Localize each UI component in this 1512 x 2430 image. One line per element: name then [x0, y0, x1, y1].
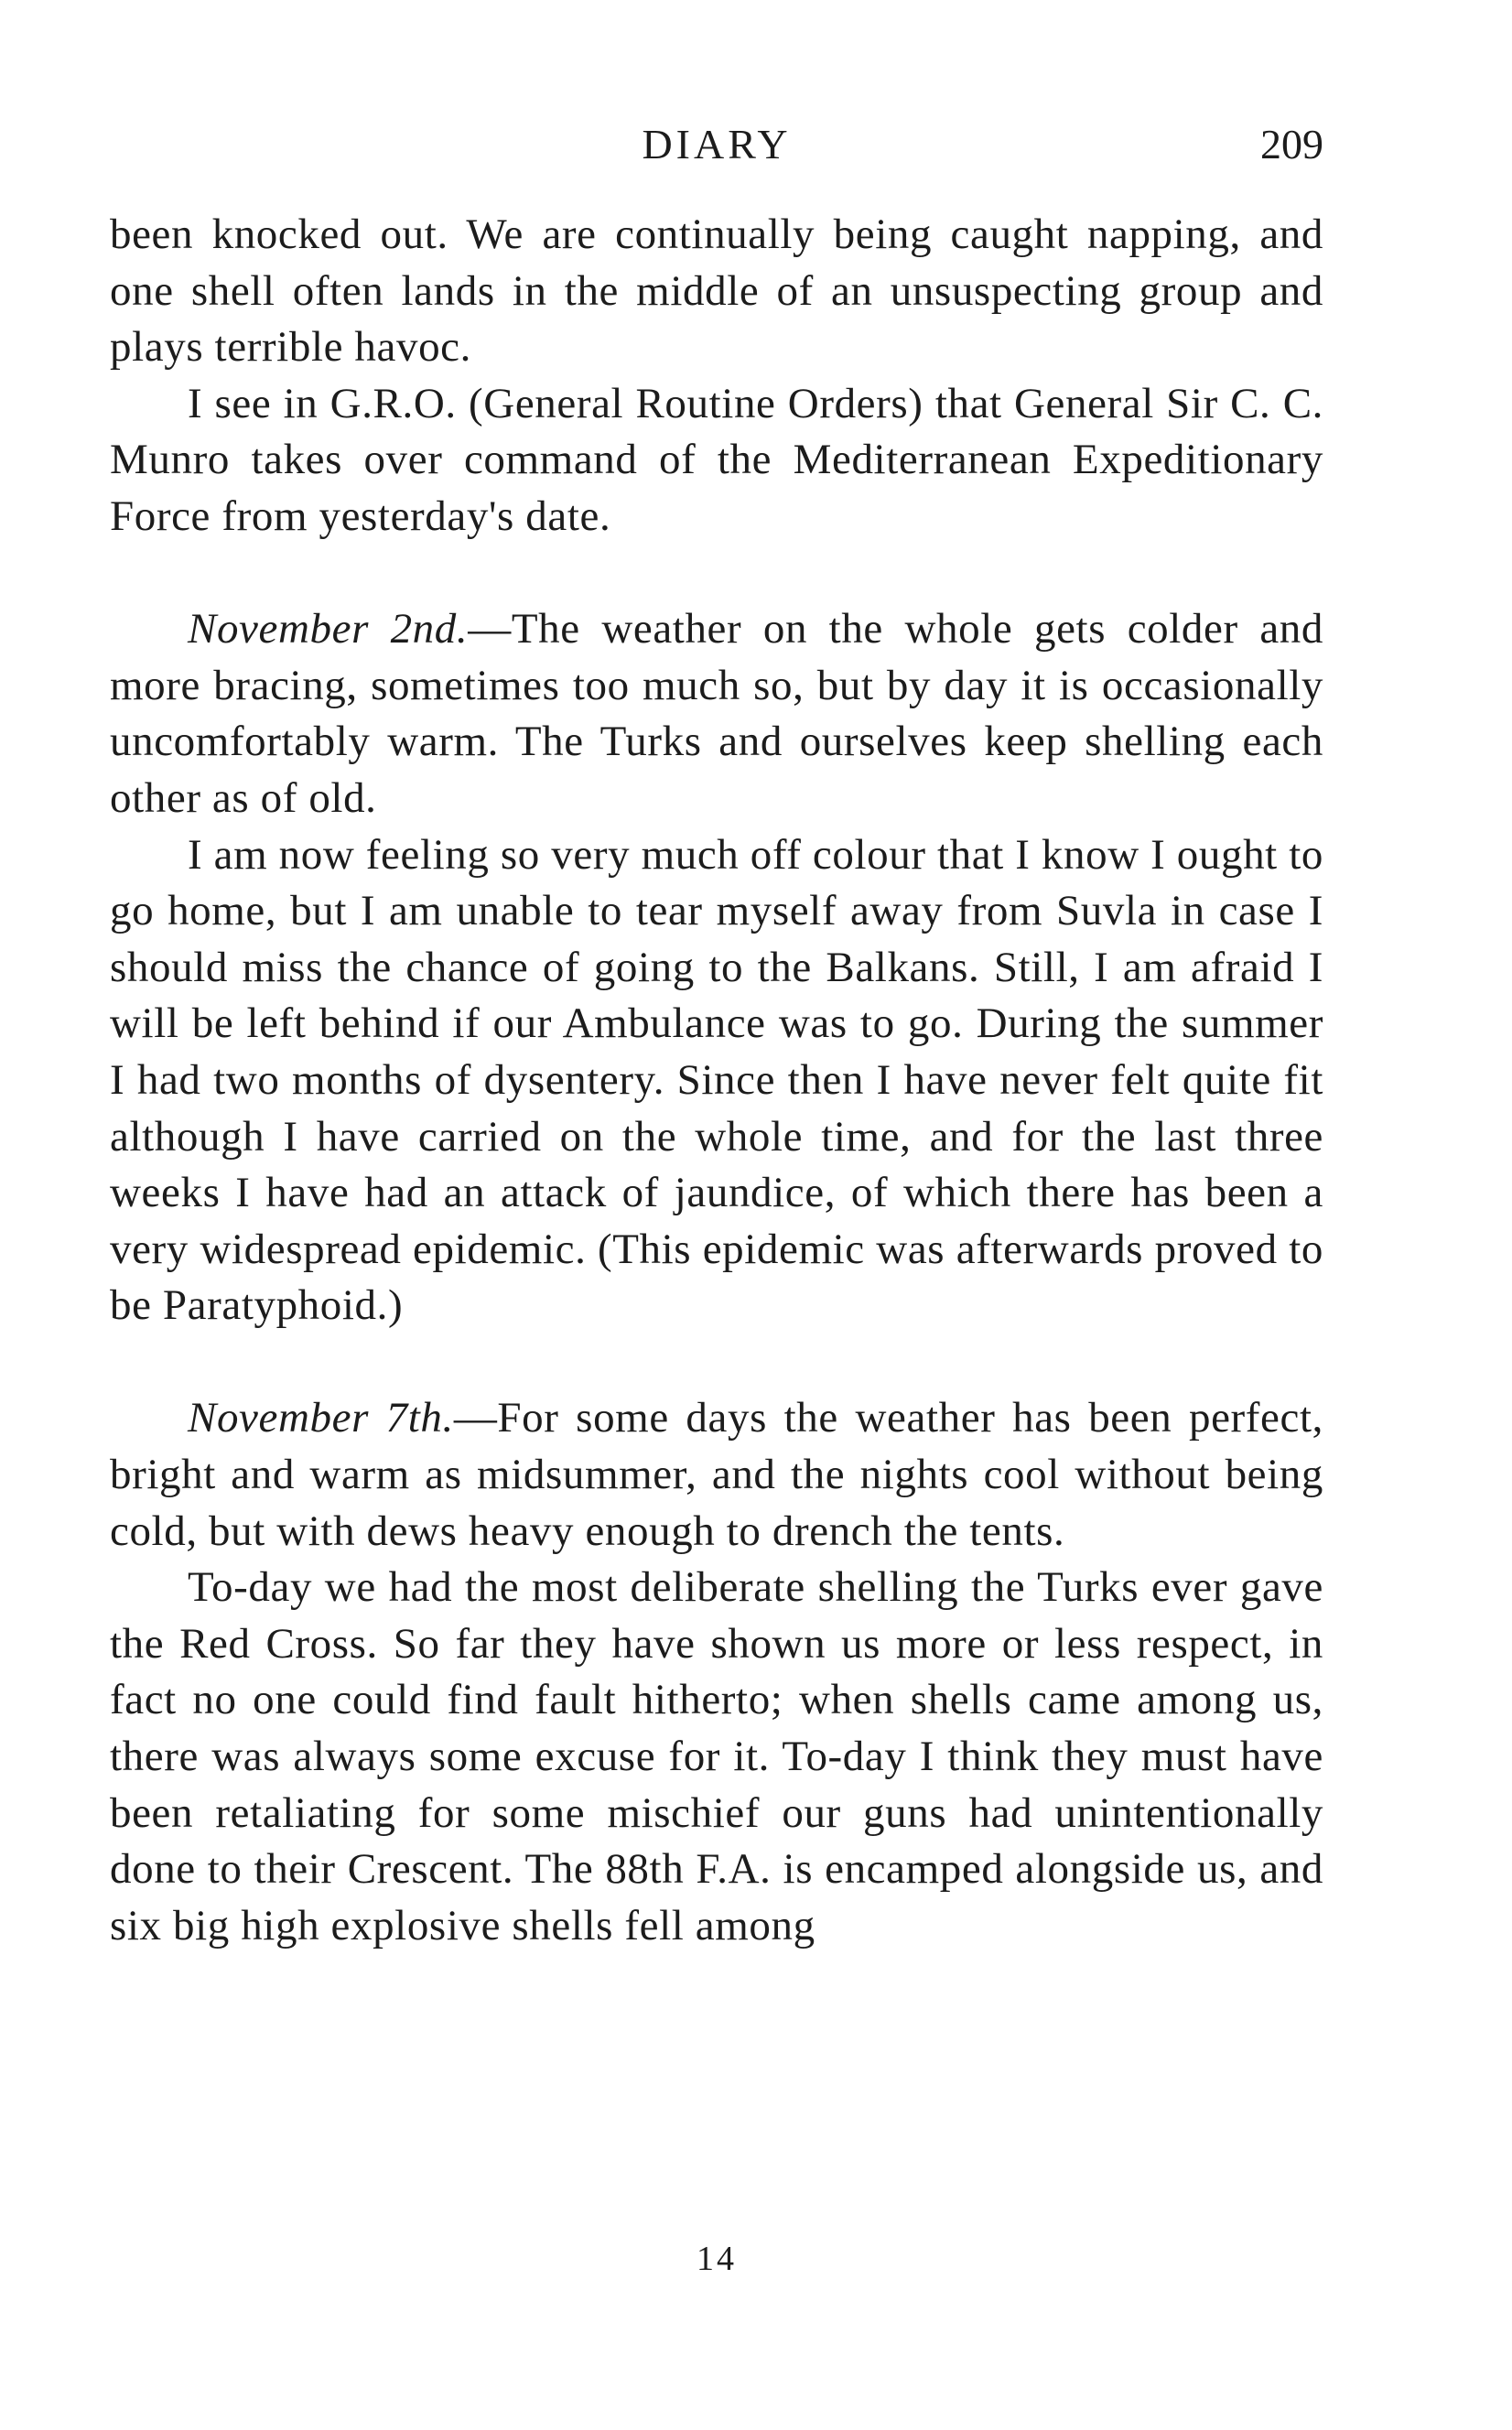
running-head — [110, 117, 1323, 172]
page-number: 209 — [1260, 121, 1323, 167]
diary-body — [110, 207, 1323, 1954]
entry-date: November 2nd. — [188, 605, 469, 653]
entry-november-7th — [110, 1390, 1323, 1560]
paragraph-shelling — [110, 1560, 1323, 1954]
entry-date: November 7th. — [188, 1394, 454, 1442]
paragraph-text: I am now feeling so very much off colour that I know I ought to go home, but I am unable to tear myself away from Suvla in case I should miss the chance of going to the Balkans. Still, I am afraid I will be left behind if our Ambulance was to go. During the summer I had two months of dysentery. Since then I have never felt quite fit although I have carried on the whole time, and for the last three weeks I have had an attack of jaundice, of which there has been a very widespread epidemic. (This epidemic was afterwards proved to be Paratyphoid.) — [110, 830, 1323, 1330]
printer-signature-mark: 14 — [697, 2240, 737, 2278]
book-page — [110, 0, 1323, 2430]
paragraph-text: —The weather on the whole gets colder and more bracing, sometimes too much so, but by day it is occasionally uncomfortably warm. The Turks and ourselves keep shelling each other as of old. — [110, 605, 1324, 822]
paragraph-text: To-day we had the most deliberate shelling the Turks ever gave the Red Cross. So far they have shown us more or less respect, in fact no one could find fault hitherto; when shells came among us, there was always some excuse for it. To-day I think they must have been retaliating for some mischief our guns had unintentionally done to their Crescent. The 88th F.A. is encamped alongside us, and six big high explosive shells fell among — [110, 1563, 1323, 1949]
paragraph-gro — [110, 376, 1323, 545]
entry-november-2nd — [110, 601, 1323, 826]
paragraph-health — [110, 827, 1323, 1334]
paragraph-text: —For some days the weather has been perfect, bright and warm as midsummer, and the nights cool without being cold, but with dews heavy enough to drench the tents. — [110, 1394, 1323, 1555]
paragraph-text: been knocked out. We are continually being caught napping, and one shell often lands in the middle of an unsuspecting group and plays terrible havoc. — [110, 211, 1323, 372]
paragraph-continuation — [110, 207, 1323, 376]
paragraph-text: I see in G.R.O. (General Routine Orders) that General Sir C. C. Munro takes over command of the Mediterranean Expeditionary Force from yesterday's date. — [110, 379, 1323, 540]
running-title: DIARY — [642, 121, 792, 167]
